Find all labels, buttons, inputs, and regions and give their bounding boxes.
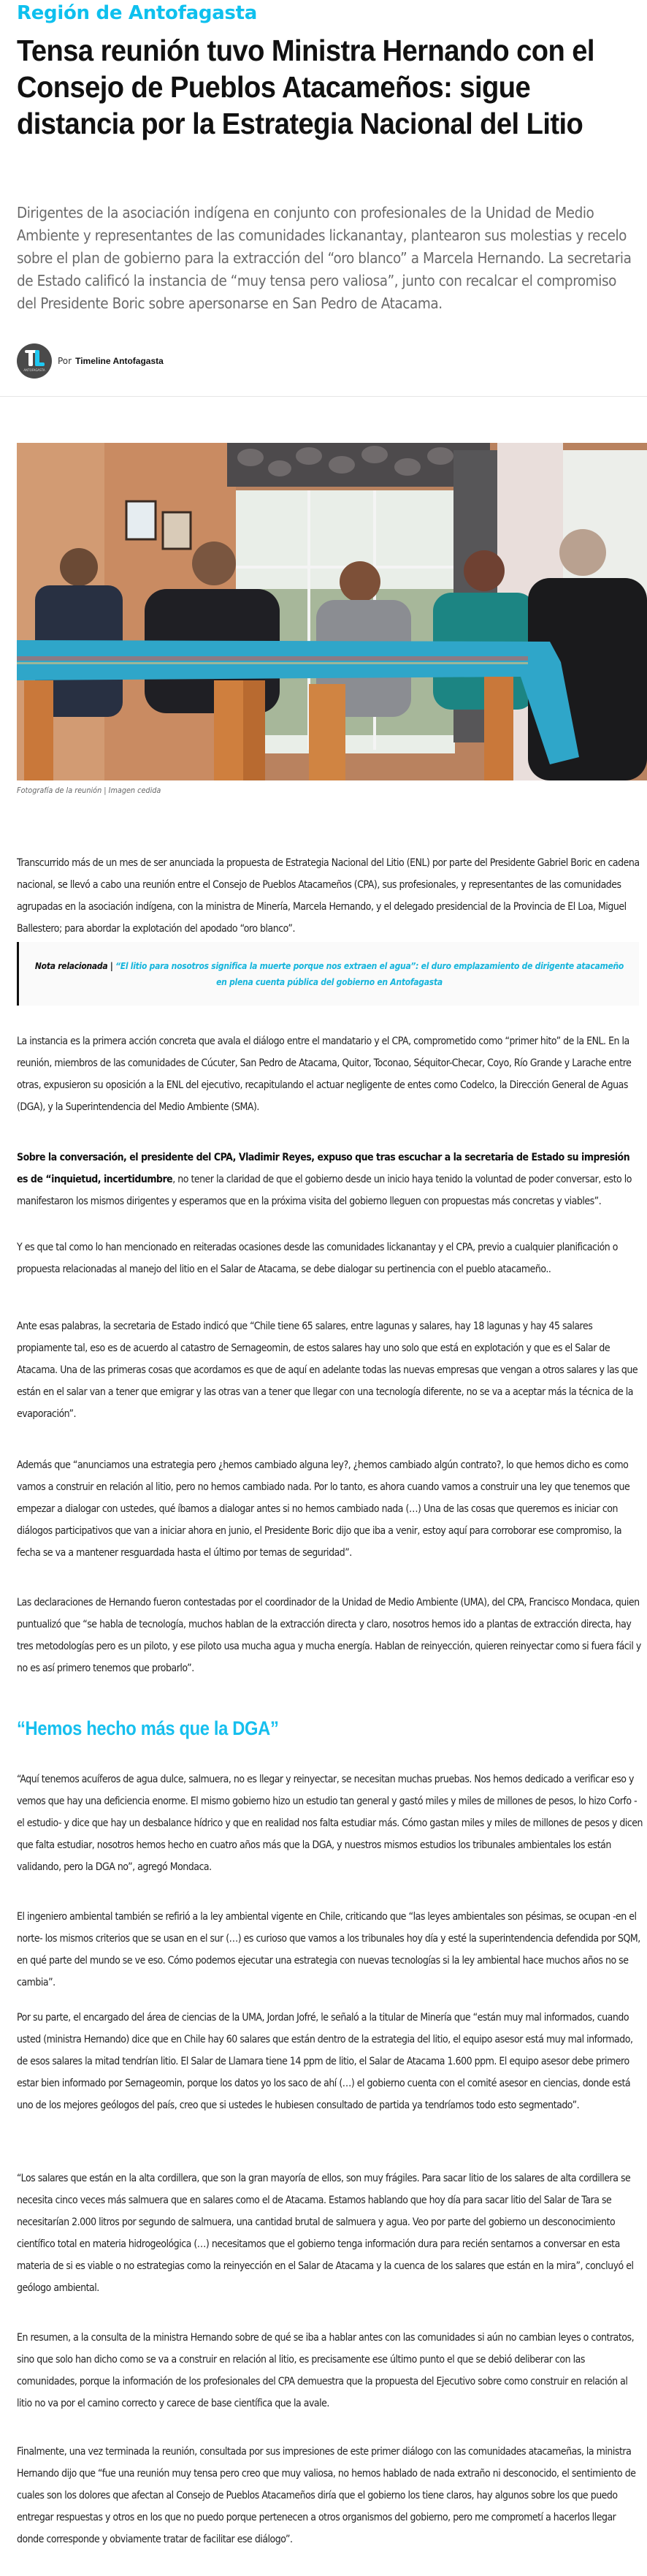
meeting-photo-illustration — [17, 443, 647, 780]
logo-t-stem-icon — [28, 350, 33, 366]
category-label[interactable]: Región de Antofagasta — [17, 2, 257, 24]
related-note — [34, 958, 625, 990]
logo-l-foot-icon — [35, 362, 45, 366]
author-name[interactable]: Timeline Antofagasta — [75, 356, 164, 366]
paragraph-8: “Aquí tenemos acuíferos de agua dulce, salmuera, no es llegar y reinyectar, se necesitan muchas pruebas. Nos hemos dedicado a verificar eso y vemos que hay una deficiencia enorme. El mismo gobierno hizo un estudio tan general y gastó miles y miles de millones de pesos, lo hizo Corfo -el estudio- y dice que hay un desbalance hídrico y que en realidad nos falta estudiar más. Cómo gastan miles y miles de millones de pesos y dicen que falta estudiar, nosotros hemos hecho en cuatro años más que la DGA, y nuestros mismos estudios los tribunales ambientales los están validando, pero la DGA no”, agregó Mondaca. — [17, 1774, 643, 1873]
avatar-subtext: ANTOFAGASTA — [23, 368, 45, 372]
article-photo — [17, 443, 647, 780]
paragraph-12: En resumen, a la consulta de la ministra Hernando sobre de qué se iba a hablar antes con las comunidades si aún no cambian leyes o contratos, sino que solo han dicho como se va a construir en relación al litio, es precisamente ese último punto el que se debió deliberar con las comunidades, porque la información de los profesionales del CPA demuestra que la propuesta del Ejecutivo sobre como construir en relación al litio no va por el camino correcto y carece de base científica que la avale. — [17, 2332, 635, 2409]
related-note-label: Nota relacionada | — [34, 960, 113, 971]
related-note-box — [17, 942, 639, 1006]
byline-prefix: Por — [58, 356, 72, 366]
paragraph-5: Ante esas palabras, la secretaria de Estado indicó que “Chile tiene 65 salares, entre lagunas y salares, hay 18 lagunas y hay 45 salares propiamente tal, eso es de acuerdo al catastro de Sernageomin, de estos salares hay uno solo que está en explotación y que es el Salar de Atacama. Una de las primeras cosas que acordamos es que de aquí en adelante todas las nuevas empresas que vengan a otros salares y las que están en el salar van a tener que emigrar y las otras van a tener que llegar con una tecnología diferente, no se va a aceptar más la técnica de la evaporación”. — [17, 1321, 638, 1420]
paragraph-10: Por su parte, el encargado del área de ciencias de la UMA, Jordan Jofré, le señaló a la titular de Minería que “están muy mal informados, cuando usted (ministra Hernando) dice que en Chile hay 60 salares que están dentro de la estrategia del litio, el equipo asesor está muy mal informado, de esos salares la mitad tendrían litio. El Salar de Llamara tiene 14 ppm de litio, el Salar de Atacama 1.600 ppm. El equipo asesor debe primero estar bien informado por Sernageomin, porque los datos yo los saco de ahí (…) el gobierno cuenta con el comité asesor en ciencias, donde está uno de los mejores geólogos del país, creo que si ustedes le hubiesen consultado de partida ya tendríamos todo esto segmentado”. — [17, 2012, 633, 2111]
paragraph-9: El ingeniero ambiental también se refirió a la ley ambiental vigente en Chile, criticando que “las leyes ambientales son pésimas, se ocupan -en el norte- los mismos criterios que se usan en el sur (…) es curioso que vamos a los tribunales hoy día y esté la superintendencia defendida por SQM, en qué parte del mundo se ve eso. Cómo podemos ejecutar una estrategia con nuevas tecnologías si la ley ambiental hace muchos años no se cambia”. — [17, 1911, 640, 1988]
paragraph-3-bold: Sobre la conversación, el presidente del CPA, Vladimir Reyes, expuso que tras escuchar a la secretaria de Estado su impresión es de “inquietud, incertidumbre — [17, 1152, 630, 1185]
paragraph-13: Finalmente, una vez terminada la reunión, consultada por sus impresiones de este primer diálogo con las comunidades atacameñas, la ministra Hernando dijo que “fue una reunión muy tensa pero creo que muy valiosa, no hemos hablado de nada extraño ni desconocido, el sentimiento de cuales son los dolores que afectan al Consejo de Pueblos Atacameños diría que el gobierno los tiene claros, hay algunos sobre los que puedo entregar respuestas y otros en los que no puedo porque pertenecen a otros organismos del gobierno, pero me comprometí a hacerlos llegar donde corresponde y obviamente tratar de facilitar ese diálogo”. — [17, 2446, 636, 2545]
paragraph-6: Además que “anunciamos una estrategia pero ¿hemos cambiado alguna ley?, ¿hemos cambiado algún contrato?, lo que hemos dicho es como vamos a construir en relación al litio, pero no hemos cambiado nada. Por lo tanto, es ahora cuando vamos a construir una ley que tenemos que empezar a dialogar con ustedes, qué íbamos a dialogar antes si no hemos cambiado nada (…) Una de las cosas que queremos es iniciar con diálogos participativos que van a iniciar ahora en junio, el Presidente Boric dijo que iba a venir, estoy aquí para corroborar ese compromiso, la fecha se va a mantener resguardada hasta el último por temas de seguridad”. — [17, 1459, 630, 1559]
related-note-link[interactable]: “El litio para nosotros significa la muerte porque nos extraen el agua”: el duro emplazamiento de dirigente atacameño en plena cuenta pública del gobierno en Antofagasta — [115, 960, 624, 987]
paragraph-4: Y es que tal como lo han mencionado en reiteradas ocasiones desde las comunidades lickanantay y el CPA, previo a cualquier planificación o propuesta relacionadas al manejo del litio en el Salar de Atacama, se debe dialogar su pertinencia con el pueblo atacameño.. — [17, 1242, 618, 1275]
paragraph-1: Transcurrido más de un mes de ser anunciada la propuesta de Estrategia Nacional del Litio (ENL) por parte del Presidente Gabriel Boric en cadena nacional, se llevó a cabo una reunión entre el Consejo de Pueblos Atacameños (CPA), sus profesionales, y representantes de las comunidades agrupadas en la asociación indígena, con la ministra de Minería, Marcela Hernando, y el delegado presidencial de la Provincia de El Loa, Miguel Ballestero; para abordar la explotación del apodado “oro blanco”. — [17, 857, 640, 935]
photo-caption: Fotografía de la reunión | Imagen cedida — [17, 786, 161, 795]
byline — [17, 342, 164, 380]
article-lead: Dirigentes de la asociación indígena en conjunto con profesionales de la Unidad de Medio Ambiente y representantes de las comunidades lickanantay, plantearon sus molestias y recelo sobre el plan de gobierno para la extracción del “oro blanco” a Marcela Hernando. La secretaria de Estado calificó la instancia de “muy tensa pero valiosa”, junto con recalcar el compromiso del Presidente Boric sobre apersonarse en San Pedro de Atacama. — [17, 204, 632, 312]
paragraph-3 — [17, 1147, 643, 1212]
paragraph-7: Las declaraciones de Hernando fueron contestadas por el coordinador de la Unidad de Medio Ambiente (UMA), del CPA, Francisco Mondaca, quien puntualizó que “se habla de tecnología, muchos hablan de la extracción directa y claro, nosotros hemos ido a plantas de extracción directa, hay tres metodologías pero es un piloto, y ese piloto usa mucha agua y mucha energía. Hablan de reinyección, quieren reinyectar como si fuera fácil y no es así primero tenemos que probarlo”. — [17, 1597, 641, 1674]
header-divider — [0, 396, 647, 397]
paragraph-2: La instancia es la primera acción concreta que avala el diálogo entre el mandatario y el CPA, comprometido como “primer hito” de la ENL. En la reunión, miembros de las comunidades de Cúcuter, San Pedro de Atacama, Quitor, Toconao, Séquitor-Checar, Coyo, Río Grande y Larache entre otras, expusieron su oposición a la ENL del ejecutivo, recapitulando el actuar negligente de entes como Codelco, la Dirección General de Aguas (DGA), y la Superintendencia del Medio Ambiente (SMA). — [17, 1036, 632, 1113]
author-avatar[interactable] — [17, 343, 52, 379]
article-headline: Tensa reunión tuvo Ministra Hernando con el Consejo de Pueblos Atacameños: sigue distancia por la Estrategia Nacional del Litio — [17, 34, 594, 140]
section-subheading: “Hemos hecho más que la DGA” — [17, 1717, 279, 1739]
paragraph-3-rest: , no tener la claridad de que el gobierno desde un inicio haya tenido la voluntad de poder conversar, esto lo manifestaron los mismos dirigentes y esperamos que en la próxima visita del gobierno lleguen con propuestas más concretas y viables”. — [17, 1174, 632, 1207]
paragraph-11: “Los salares que están en la alta cordillera, que son la gran mayoría de ellos, son muy frágiles. Para sacar litio de los salares de alta cordillera se necesita cinco veces más salmuera que en salares como el de Atacama. Estamos hablando que hoy día para sacar litio del Salar de Tara se necesitarían 2.000 litros por segundo de salmuera, una cantidad brutal de salmuera y agua. Veo por parte del gobierno un desconocimiento científico total en materia hidrogeológica (…) necesitamos que el gobierno tenga información dura para recién sentarnos a conversar en esta materia de si es viable o no estrategias como la reinyección en el Salar de Atacama y la cuenca de los salares que están en la mira”, concluyó el geólogo ambiental. — [17, 2173, 634, 2294]
